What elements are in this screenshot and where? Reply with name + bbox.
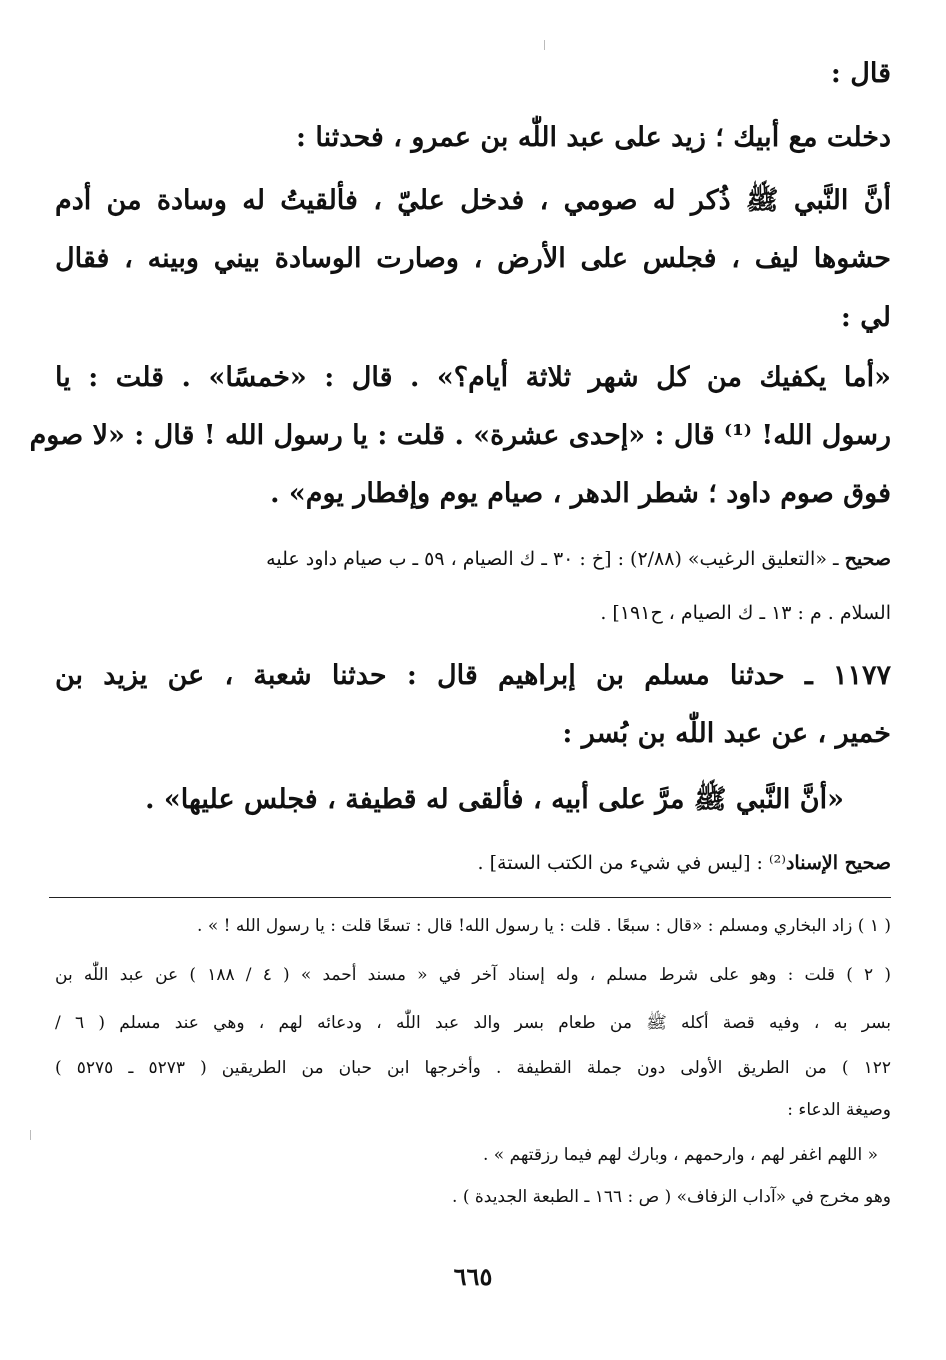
text-line-8: فوق صوم داود ؛ شطر الدهر ، صيام يوم وإفطار يوم» .: [270, 478, 891, 509]
text-line-4: حشوها ليف ، فجلس على الأرض ، وصارت الوسادة بيني وبينه ، فقال: [55, 243, 891, 274]
scan-mark: [30, 1130, 31, 1140]
hadith-1177-text: «أنَّ النَّبي ﷺ مرَّ على أبيه ، فألقى له قطيفة ، فجلس عليها» .: [145, 784, 844, 815]
footnote-separator: [49, 897, 891, 898]
text-line-6: «أما يكفيك من كل شهر ثلاثة أيام؟» . قال : «خمسًا» . قلت : يا: [55, 362, 891, 393]
footnote-2-dua: « اللهم اغفر لهم ، وارحمهم ، وبارك لهم فيما رزقتهم » .: [482, 1145, 878, 1165]
hadith-1177-line-2: خمير ، عن عبد اللّٰه بن بُسر :: [562, 718, 891, 749]
text-line-3: أنَّ النَّبي ﷺ ذُكر له صومي ، فدخل عليّ ، فألقيتُ له وسادة من أدم: [55, 185, 891, 216]
text-line-7: رسول الله! ⁽¹⁾ قال : «إحدى عشرة» . قلت : يا رسول الله ! قال : «لا صوم: [29, 420, 891, 451]
text-line-2: دخلت مع أبيك ؛ زيد على عبد اللّٰه بن عمرو ، فحدثنا :: [296, 122, 891, 153]
grading-source: ـ «التعليق الرغيب» (٢/٨٨) : [خ : ٣٠ ـ ك الصيام ، ٥٩ ـ ب صيام داود عليه: [266, 548, 845, 570]
hadith-grading-2: [478, 852, 891, 874]
grading-label: صحيح: [844, 548, 891, 570]
footnote-2-line-1: ( ٢ ) قلت : وهو على شرط مسلم ، وله إسناد آخر في « مسند أحمد » ( ٤ / ١٨٨ ) عن عبد اللّٰه بن: [55, 965, 891, 985]
text-line-1: قال :: [830, 58, 891, 89]
scan-mark: [544, 40, 545, 50]
footnote-2-line-6: وهو مخرج في «آداب الزفاف» ( ص : ١٦٦ ـ الطبعة الجديدة ) .: [452, 1187, 891, 1207]
footnote-2-line-4: وصيغة الدعاء :: [787, 1100, 891, 1120]
grading-label-2: صحيح الإسناد: [785, 852, 891, 874]
text-line-5: لي :: [840, 302, 891, 333]
grading-note-2: ⁽²⁾ : [ليس في شيء من الكتب الستة] .: [477, 852, 786, 874]
footnote-2-line-2: بسر به ، وفيه قصة أكله ﷺ من طعام بسر والد عبد اللّٰه ، ودعائه لهم ، وهي عند مسلم ( ٦ /: [55, 1013, 891, 1033]
footnote-2-line-3: ١٢٢ ) من الطريق الأولى دون جملة القطيفة . وأخرجها ابن حبان من الطريقين ( ٥٢٧٣ ـ ٥٢٧٥ ): [55, 1058, 891, 1078]
footnote-1: ( ١ ) زاد البخاري ومسلم : «قال : سبعًا . قلت : يا رسول الله! قال : تسعًا قلت : يا رسول الله ! » .: [197, 916, 891, 936]
hadith-grading-1: [266, 548, 891, 570]
hadith-1177-line-1: ١١٧٧ ـ حدثنا مسلم بن إبراهيم قال : حدثنا شعبة ، عن يزيد بن: [55, 660, 891, 691]
page-number: ٦٦٥: [453, 1262, 493, 1291]
hadith-grading-1-cont: السلام . م : ١٣ ـ ك الصيام ، ح١٩١] .: [600, 602, 891, 624]
